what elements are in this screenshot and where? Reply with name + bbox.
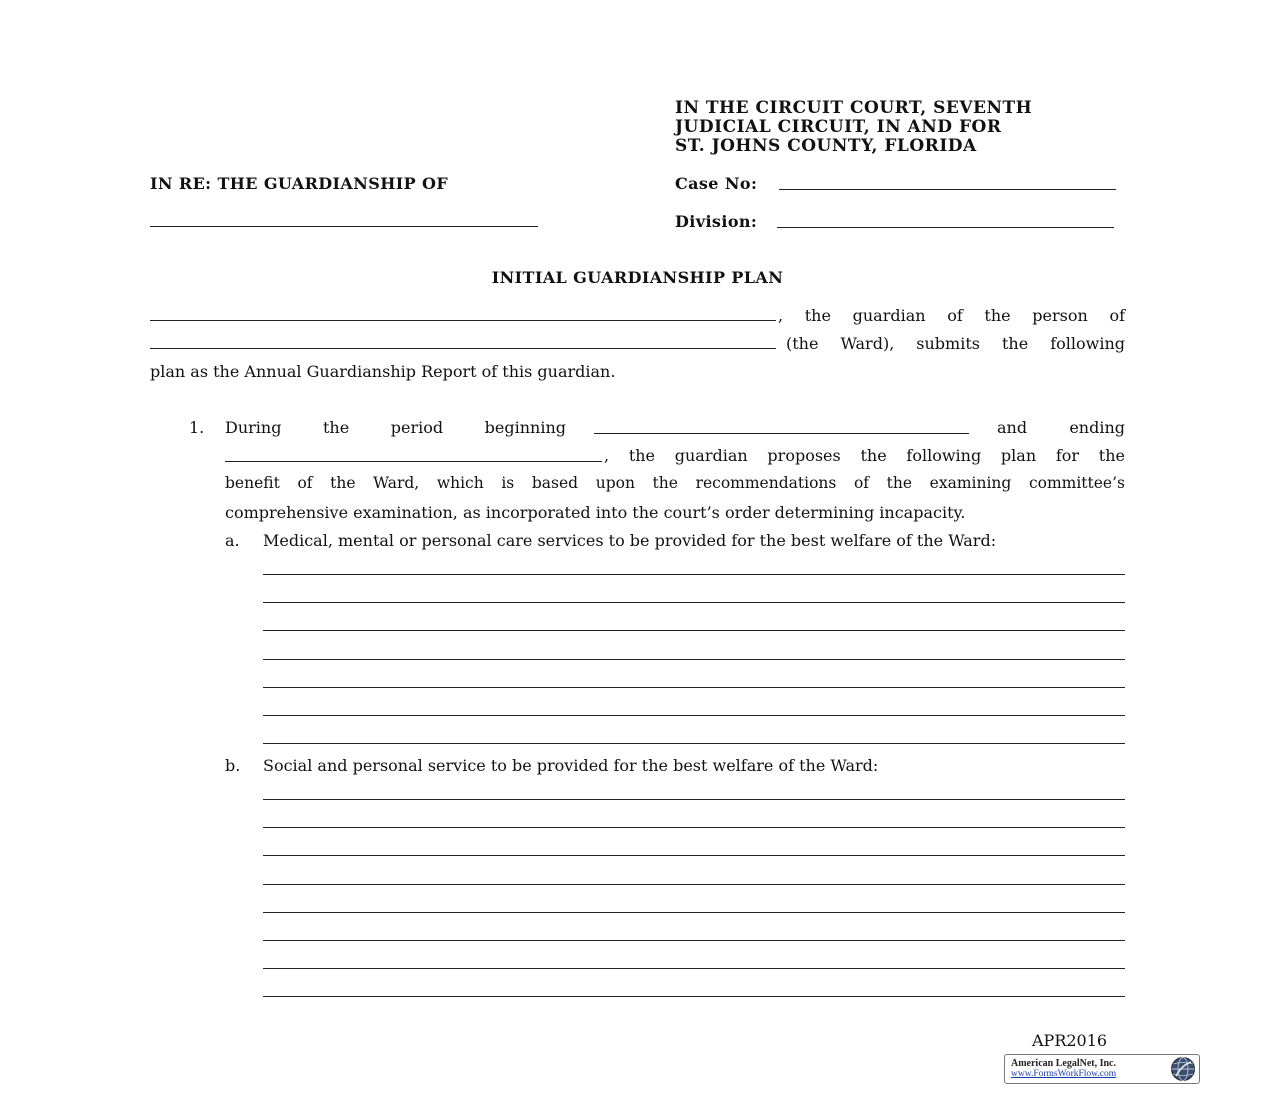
sub-item-a-answer-line[interactable] (263, 743, 1125, 744)
guardian-name-blank[interactable] (150, 320, 776, 321)
intro-line-3: plan as the Annual Guardianship Report of this guardian. (150, 362, 616, 381)
sub-item-b-text: Social and personal service to be provided for the best welfare of the Ward: (263, 756, 879, 775)
sub-item-a-letter: a. (225, 531, 240, 550)
sub-item-a-answer-line[interactable] (263, 574, 1125, 575)
item-number: 1. (189, 418, 205, 437)
court-heading-line-2: JUDICIAL CIRCUIT, IN AND FOR (675, 117, 1002, 137)
item-1-line-1-words (225, 418, 566, 437)
sub-item-a-answer-line[interactable] (263, 687, 1125, 688)
sub-item-b-answer-line[interactable] (263, 968, 1125, 969)
item-1-line-2-tail: , the guardian proposes the following plan for the (604, 446, 1125, 465)
sub-item-b-answer-line[interactable] (263, 940, 1125, 941)
sub-item-b-letter: b. (225, 756, 241, 775)
word-the: the (323, 418, 350, 437)
period-beginning-blank[interactable] (594, 433, 969, 434)
sub-item-b-answer-line[interactable] (263, 996, 1125, 997)
case-no-blank[interactable] (779, 189, 1116, 190)
sub-item-a-answer-line[interactable] (263, 715, 1125, 716)
logo-company-name: American LegalNet, Inc. (1011, 1058, 1116, 1069)
sub-item-a-answer-line[interactable] (263, 630, 1125, 631)
word-and: and (997, 418, 1028, 437)
case-no-label: Case No: (675, 174, 758, 193)
form-code: APR2016 (1032, 1031, 1108, 1050)
american-legalnet-logo[interactable] (1004, 1054, 1200, 1084)
sub-item-b-answer-line[interactable] (263, 884, 1125, 885)
form-title: INITIAL GUARDIANSHIP PLAN (491, 268, 784, 287)
word-during: During (225, 418, 282, 437)
word-ending: ending (1069, 418, 1125, 437)
intro-line-1-tail: , the guardian of the person of (778, 306, 1125, 325)
item-1-line-4: comprehensive examination, as incorporated into the court’s order determining incapacity. (225, 503, 966, 522)
sub-item-a-text: Medical, mental or personal care services to be provided for the best welfare of the Ward: (263, 531, 997, 550)
sub-item-b-answer-line[interactable] (263, 912, 1125, 913)
item-1-line-3: benefit of the Ward, which is based upon the recommendations of the examining committee’s (225, 474, 1125, 492)
sub-item-a-answer-line[interactable] (263, 659, 1125, 660)
globe-icon (1170, 1056, 1196, 1082)
period-ending-blank[interactable] (225, 461, 602, 462)
sub-item-b-answer-line[interactable] (263, 799, 1125, 800)
word-period: period (390, 418, 444, 437)
division-label: Division: (675, 212, 758, 231)
court-heading-line-3: ST. JOHNS COUNTY, FLORIDA (675, 136, 977, 156)
court-heading-line-1: IN THE CIRCUIT COURT, SEVENTH (675, 98, 1033, 118)
sub-item-a-answer-line[interactable] (263, 602, 1125, 603)
intro-line-2-tail: (the Ward), submits the following (786, 334, 1125, 353)
ward-person-blank[interactable] (150, 348, 776, 349)
ward-name-blank[interactable] (150, 226, 538, 227)
division-blank[interactable] (777, 227, 1114, 228)
sub-item-b-answer-line[interactable] (263, 827, 1125, 828)
word-beginning: beginning (484, 418, 566, 437)
in-re-caption: IN RE: THE GUARDIANSHIP OF (150, 174, 449, 193)
sub-item-b-answer-line[interactable] (263, 855, 1125, 856)
logo-website-link[interactable]: www.FormsWorkFlow.com (1011, 1069, 1117, 1079)
